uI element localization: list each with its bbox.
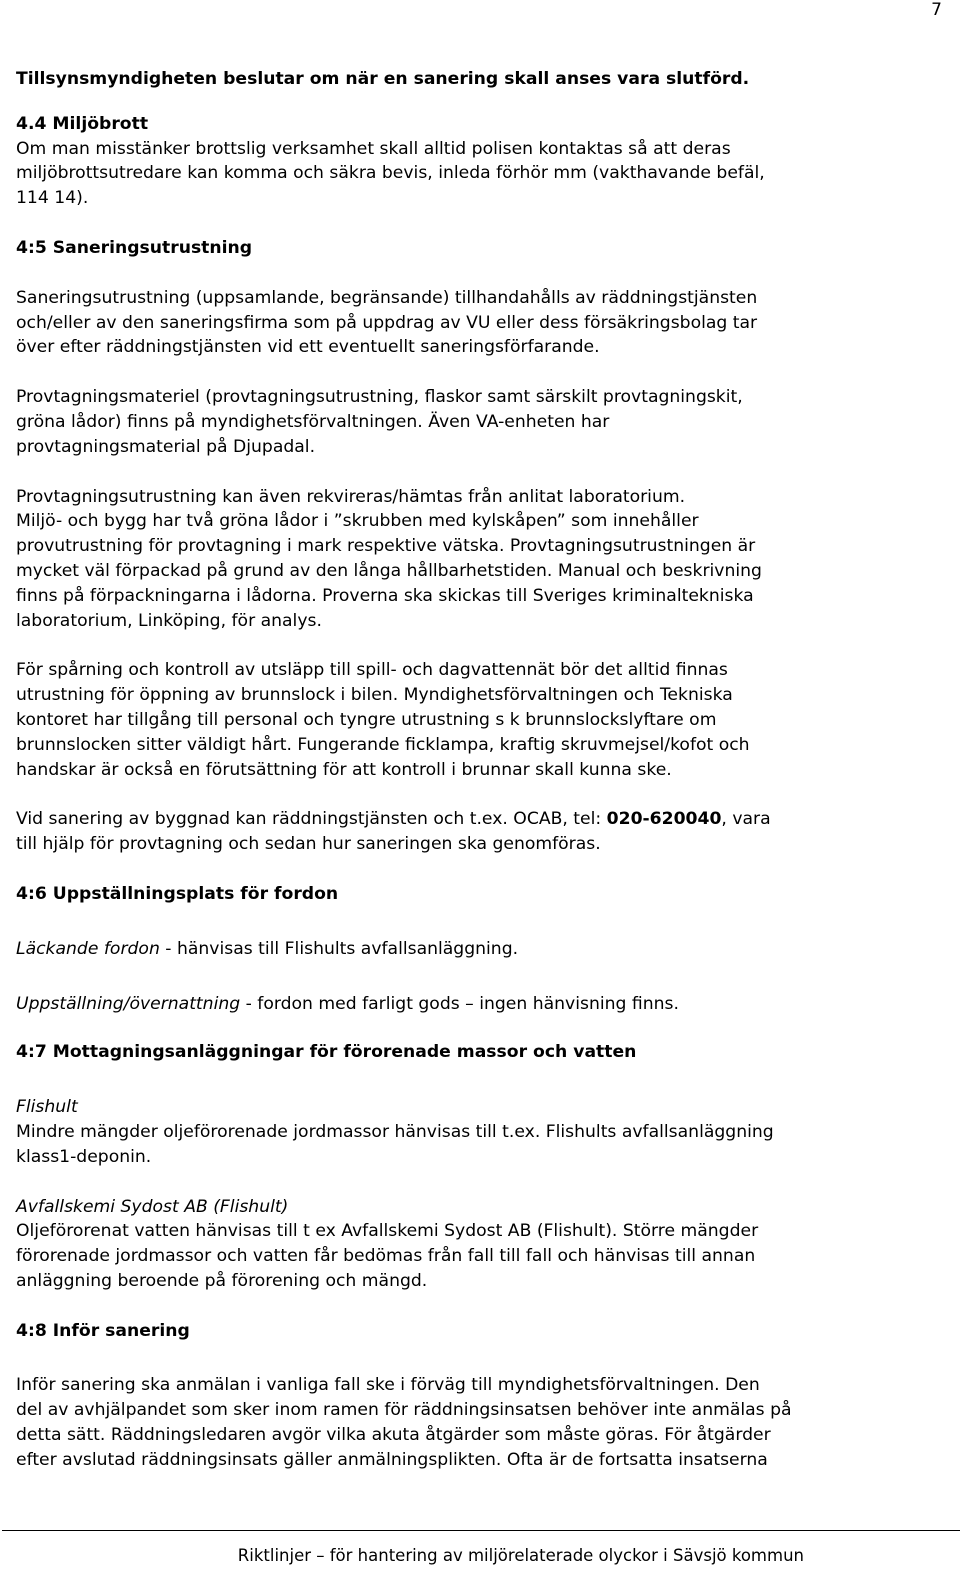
- paragraph-line: brunnslocken sitter väldigt hårt. Fungerande ficklampa, kraftig skruvmejsel/kofot och: [16, 734, 750, 755]
- paragraph-line: Provtagningsmateriel (provtagningsutrustning, flaskor samt särskilt provtagningskit,: [16, 387, 743, 408]
- ocab-phone: 020-620040: [606, 809, 722, 830]
- facility-label: Flishult: [16, 1097, 78, 1118]
- section-4-8-heading: 4:8 Inför sanering: [16, 1320, 190, 1341]
- paragraph-line: förorenade jordmassor och vatten får bedömas från fall till fall och hänvisas till annan: [16, 1246, 756, 1267]
- section-4-6-heading: 4:6 Uppställningsplats för fordon: [16, 883, 339, 904]
- vehicle-item: [16, 992, 946, 1017]
- page-number: 7: [931, 0, 942, 20]
- section-4-5-heading: 4:5 Saneringsutrustning: [16, 237, 253, 258]
- paragraph-line: Saneringsutrustning (uppsamlande, begränsande) tillhandahålls av räddningstjänsten: [16, 287, 758, 308]
- section-4-4-line: miljöbrottsutredare kan komma och säkra bevis, inleda förhör mm (vakthavande befäl,: [16, 163, 765, 184]
- paragraph-line: provtagningsmaterial på Djupadal.: [16, 436, 316, 457]
- paragraph-line: utrustning för öppning av brunnslock i bilen. Myndighetsförvaltningen och Tekniska: [16, 685, 733, 706]
- paragraph-line: gröna lådor) finns på myndighetsförvaltningen. Även VA-enheten har: [16, 411, 610, 432]
- paragraph-line: klass1-deponin.: [16, 1146, 152, 1167]
- paragraph-line: till hjälp för provtagning och sedan hur saneringen ska genomföras.: [16, 834, 601, 855]
- paragraph-line: del av avhjälpandet som sker inom ramen för räddningsinsatsen behöver inte anmälas på: [16, 1400, 792, 1421]
- footer-text: Riktlinjer – för hantering av miljörelaterade olyckor i Sävsjö kommun: [237, 1546, 804, 1565]
- section-4-4-line: 114 14).: [16, 188, 89, 209]
- section-4-4-heading: 4.4 Miljöbrott: [16, 113, 149, 134]
- paragraph-line: anläggning beroende på förorening och mängd.: [16, 1270, 428, 1291]
- vehicle-item-label: Läckande fordon: [16, 938, 160, 959]
- paragraph-line: Miljö- och bygg har två gröna lådor i ”skrubben med kylskåpen” som innehåller: [16, 511, 699, 532]
- vehicle-item-label: Uppställning/övernattning: [16, 993, 241, 1014]
- ocab-text-end: , vara: [721, 809, 771, 830]
- paragraph-line: Inför sanering ska anmälan i vanliga fall ske i förväg till myndighetsförvaltningen. Den: [16, 1375, 760, 1396]
- paragraph-line: och/eller av den saneringsfirma som på uppdrag av VU eller dess försäkringsbolag tar: [16, 312, 758, 333]
- paragraph-line: finns på förpackningarna i lådorna. Proverna ska skickas till Sveriges kriminaltekniska: [16, 585, 754, 606]
- paragraph-line: Provtagningsutrustning kan även rekvireras/hämtas från anlitat laboratorium.: [16, 486, 686, 507]
- paragraph-line: För spårning och kontroll av utsläpp till spill- och dagvattennät bör det alltid finnas: [16, 660, 728, 681]
- paragraph-line: detta sätt. Räddningsledaren avgör vilka akuta åtgärder som måste göras. För åtgärder: [16, 1425, 771, 1446]
- ocab-line: [16, 807, 946, 832]
- vehicle-item-text: - hänvisas till Flishults avfallsanläggning.: [159, 938, 519, 959]
- paragraph-line: mycket väl förpackad på grund av den långa hållbarhetstiden. Manual och beskrivning: [16, 560, 762, 581]
- vehicle-item-text: - fordon med farligt gods – ingen hänvisning finns.: [240, 993, 679, 1014]
- paragraph-line: efter avslutad räddningsinsats gäller anmälningsplikten. Ofta är de fortsatta insatserna: [16, 1449, 768, 1470]
- paragraph-line: kontoret har tillgång till personal och tyngre utrustning s k brunnslockslyftare om: [16, 709, 717, 730]
- page-footer: [0, 1546, 960, 1565]
- section-4-4-line: Om man misstänker brottslig verksamhet skall alltid polisen kontaktas så att deras: [16, 138, 731, 159]
- paragraph-line: handskar är också en förutsättning för att kontroll i brunnar skall kunna ske.: [16, 759, 672, 780]
- document-body: [16, 67, 946, 1473]
- intro-line: Tillsynsmyndigheten beslutar om när en sanering skall anses vara slutförd.: [16, 69, 750, 89]
- paragraph-line: laboratorium, Linköping, för analys.: [16, 610, 322, 631]
- facility-label: Avfallskemi Sydost AB (Flishult): [16, 1196, 289, 1217]
- vehicle-item: [16, 937, 946, 962]
- section-4-7-heading: 4:7 Mottagningsanläggningar för förorenade massor och vatten: [16, 1042, 637, 1063]
- ocab-text: Vid sanering av byggnad kan räddningstjänsten och t.ex. OCAB, tel:: [16, 809, 607, 830]
- paragraph-line: över efter räddningstjänsten vid ett eventuellt saneringsförfarande.: [16, 337, 600, 358]
- paragraph-line: Mindre mängder oljeförorenade jordmassor hänvisas till t.ex. Flishults avfallsanläggning: [16, 1121, 774, 1142]
- paragraph-line: Oljeförorenat vatten hänvisas till t ex Avfallskemi Sydost AB (Flishult). Större mängder: [16, 1221, 759, 1242]
- footer-divider: [2, 1530, 960, 1531]
- paragraph-line: provutrustning för provtagning i mark respektive vätska. Provtagningsutrustningen är: [16, 536, 756, 557]
